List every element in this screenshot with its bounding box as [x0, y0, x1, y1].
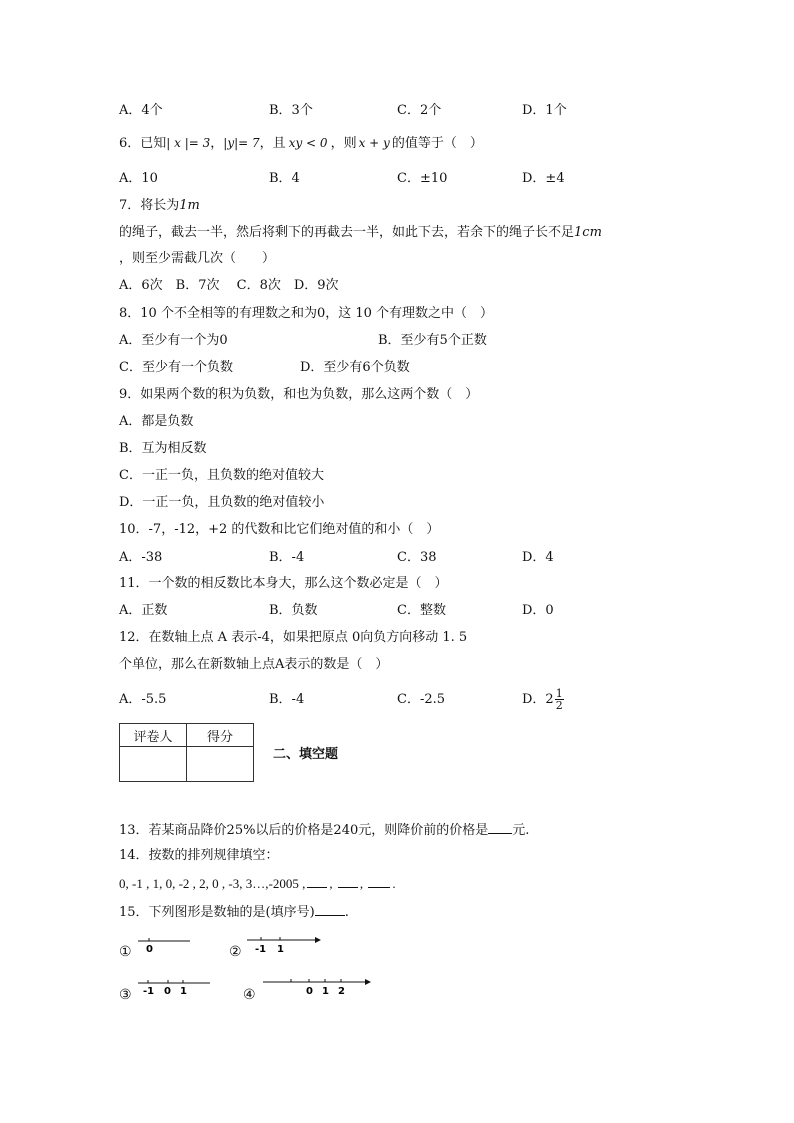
q10-option-b: B．-4 — [269, 550, 305, 565]
q12-line1: 12．在数轴上点 A 表示-4，如果把原点 0向负方向移动 1. 5 — [119, 630, 468, 645]
q12-option-a: A．-5.5 — [119, 692, 167, 707]
figure-label-2: ② — [229, 944, 242, 960]
q5-option-a: A．4个 — [119, 103, 163, 118]
q11-option-d: D．0 — [522, 603, 554, 618]
q14-sequence: 0, -1 , 1, 0, -2 , 2, 0 , -3, 3…,-2005 , , , . — [119, 876, 396, 891]
figure-label-4: ④ — [243, 987, 256, 1003]
q10-option-a: A．-38 — [119, 550, 163, 565]
q12-option-b: B．-4 — [269, 692, 305, 707]
reviewer-header: 评卷人 — [120, 724, 187, 747]
q9-option-d: D．一正一负，且负数的绝对值较小 — [119, 495, 325, 510]
q15-text: 15．下列图形是数轴的是(填序号) — [119, 905, 315, 920]
q6-comma: ， — [210, 136, 224, 151]
q7-prefix: 7．将长为 — [119, 198, 180, 213]
score-cell — [187, 747, 254, 782]
q7-line2 — [119, 225, 602, 241]
score-header: 得分 — [187, 724, 254, 747]
q14-blank-2 — [338, 875, 358, 888]
q7-options: A．6次 B．7次 C．8次 D．9次 — [119, 278, 339, 293]
axis-arrow — [365, 979, 371, 985]
q12-option-d — [522, 684, 564, 716]
q7-length: 1m — [179, 198, 200, 213]
q6-option-a: A．10 — [119, 171, 158, 186]
q14-sequence-text: 0, -1 , 1, 0, -2 , 2, 0 , -3, 3…,-2005 , — [119, 876, 306, 891]
q10-option-d: D．4 — [522, 550, 554, 565]
q12-option-c: C．-2.5 — [397, 692, 446, 707]
q7-line2-text: 的绳子，截去一半，然后将剩下的再截去一半，如此下去，若余下的绳子长不足 — [119, 225, 575, 240]
tick-label: 0 — [146, 944, 153, 955]
q15-answer-blank — [315, 903, 345, 916]
q6-stem — [119, 135, 483, 152]
q6-suffix: 的值等于（ ） — [391, 136, 483, 151]
tick-label: -1 — [143, 986, 155, 997]
figure-label-3: ③ — [119, 987, 132, 1003]
tick-label: 2 — [338, 986, 345, 997]
tick-label: -1 — [255, 944, 267, 955]
axis-arrow — [315, 937, 321, 943]
q9-option-a: A．都是负数 — [119, 414, 194, 429]
number-line-figure-4 — [261, 976, 376, 998]
q11-option-b: B．负数 — [269, 603, 318, 618]
q5-option-d: D．1个 — [522, 103, 567, 118]
q10-option-c: C．38 — [397, 550, 437, 565]
number-line-figure-2 — [245, 934, 325, 956]
q14-blank-1 — [307, 875, 327, 888]
q7-line1 — [119, 198, 200, 214]
q11-stem: 11．一个数的相反数比本身大，那么这个数必定是（ ） — [119, 576, 448, 591]
number-line-figure-1 — [136, 935, 196, 957]
q12-line2: 个单位，那么在新数轴上点A表示的数是（ ） — [119, 657, 389, 672]
q6-option-c: C．±10 — [397, 171, 448, 186]
score-table — [119, 723, 254, 782]
q8-option-c: C．至少有一个负数 — [119, 360, 233, 375]
tick-label: 1 — [180, 986, 187, 997]
q8-stem: 8．10 个不全相等的有理数之和为0，这 10 个有理数之中（ ） — [119, 306, 494, 321]
q6-mid2: ，则 — [330, 136, 357, 151]
q8-option-a: A．至少有一个为0 — [119, 333, 228, 348]
q7-unit: 1cm — [574, 225, 602, 240]
q6-mid: ，且 — [259, 136, 286, 151]
figure-label-1: ① — [119, 944, 132, 960]
q13-text: 13．若某商品降价25%以后的价格是240元，则降价前的价格是 — [119, 823, 489, 838]
q6-abs-y: |y|= 7 — [223, 136, 260, 150]
number-line-figure-3 — [136, 977, 216, 999]
tick-label: 0 — [164, 986, 171, 997]
q14-end: . — [392, 876, 396, 891]
q9-stem: 9．如果两个数的积为负数，和也为负数，那么这两个数（ ） — [119, 387, 479, 402]
q6-condition: xy < 0 — [288, 136, 328, 150]
reviewer-cell — [120, 747, 187, 782]
q15-stem — [119, 903, 349, 921]
q9-option-b: B．互为相反数 — [119, 441, 207, 456]
q8-option-b: B．至少有5个正数 — [378, 333, 487, 348]
q13-suffix: 元. — [512, 823, 530, 838]
q10-stem: 10．-7，-12，+2 的代数和比它们绝对值的和小（ ） — [119, 522, 440, 537]
tick-label: 1 — [277, 944, 284, 955]
q11-option-c: C．整数 — [397, 603, 446, 618]
tick-label: 1 — [322, 986, 329, 997]
q5-option-b: B．3个 — [269, 103, 313, 118]
q14-blank-3 — [368, 875, 390, 888]
q7-line3: ，则至少需截几次（ ） — [119, 251, 276, 266]
q11-option-a: A．正数 — [119, 603, 168, 618]
q6-prefix: 6．已知 — [119, 136, 167, 151]
fraction-numerator: 1 — [555, 687, 563, 700]
q13-answer-blank — [488, 821, 512, 834]
q13-stem — [119, 821, 529, 839]
section-title: 二、填空题 — [273, 747, 339, 762]
tick-label: 0 — [306, 986, 313, 997]
q6-option-d: D．±4 — [522, 171, 565, 186]
q6-abs-x: | x |= 3 — [166, 136, 211, 150]
q9-option-c: C．一正一负，且负数的绝对值较大 — [119, 468, 324, 483]
q15-end: . — [344, 905, 349, 920]
q12-option-d-whole: D．2 — [522, 692, 554, 707]
q8-option-d: D．至少有6个负数 — [300, 360, 410, 375]
q14-stem: 14．按数的排列规律填空： — [119, 848, 279, 863]
fraction-denominator: 2 — [555, 699, 563, 712]
q5-option-c: C．2个 — [397, 103, 442, 118]
q6-option-b: B．4 — [269, 171, 300, 186]
q6-expression: x + y — [358, 136, 390, 150]
q12-option-d-fraction — [555, 688, 564, 711]
